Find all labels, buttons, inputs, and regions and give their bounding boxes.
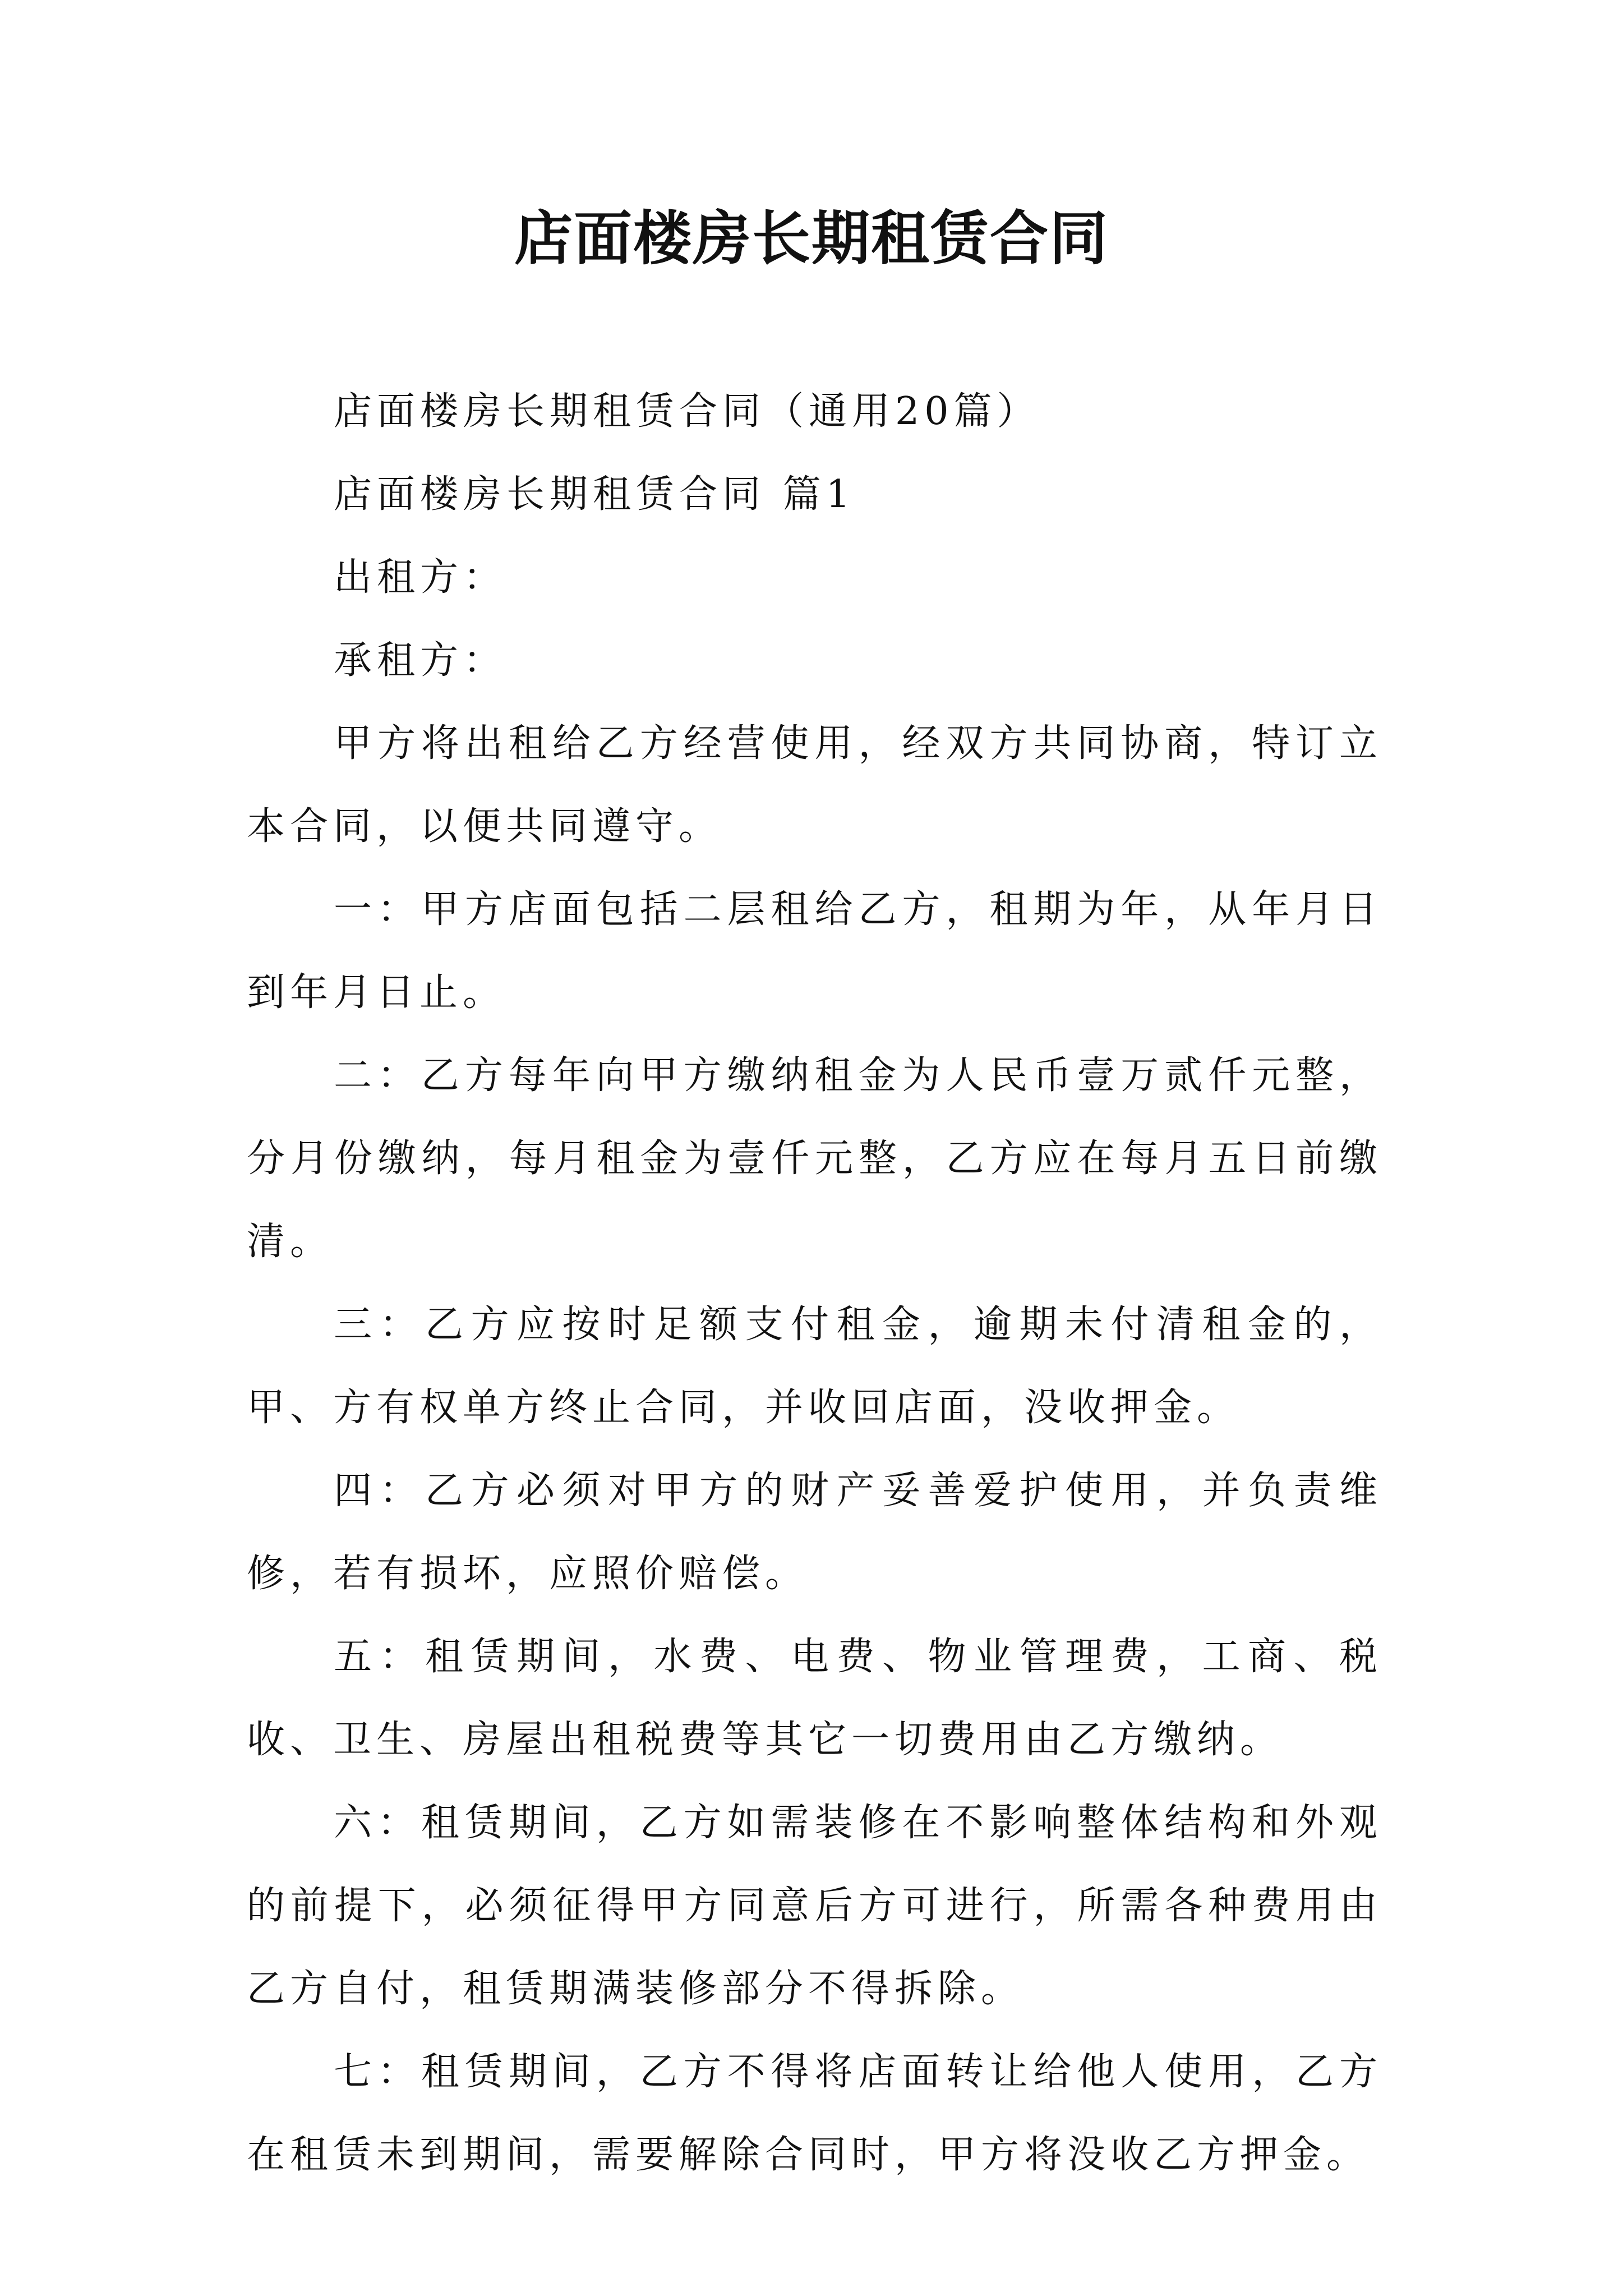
clause-7: 七：租赁期间，乙方不得将店面转让给他人使用，乙方在租赁未到期间，需要解除合同时，甲方将没收乙方押金。 [247, 2050, 1382, 2177]
clause-1: 一：甲方店面包括二层租给乙方，租期为年，从年月日到年月日止。 [247, 887, 1382, 1015]
preamble-paragraph: 甲方将出租给乙方经营使用，经双方共同协商，特订立本合同，以便共同遵守。 [247, 721, 1382, 849]
document-title: 店面楼房长期租赁合同 [514, 204, 1109, 273]
clause-2: 二：乙方每年向甲方缴纳租金为人民币壹万贰仟元整，分月份缴纳，每月租金为壹仟元整，乙方应在每月五日前缴清。 [247, 1053, 1382, 1264]
clause-4: 四：乙方必须对甲方的财产妥善爱护使用，并负责维修，若有损坏，应照价赔偿。 [247, 1469, 1382, 1596]
lessor-field: 出租方： [334, 555, 507, 600]
doc-subtitle: 店面楼房长期租赁合同（通用20篇） [334, 389, 1040, 434]
document-body [247, 370, 1382, 2197]
clause-5: 五：租赁期间，水费、电费、物业管理费，工商、税收、卫生、房屋出租税费等其它一切费用由乙方缴纳。 [247, 1635, 1382, 1762]
section-heading: 店面楼房长期租赁合同 篇1 [334, 472, 855, 517]
clause-6: 六：租赁期间，乙方如需装修在不影响整体结构和外观的前提下，必须征得甲方同意后方可进行，所需各种费用由乙方自付，租赁期满装修部分不得拆除。 [247, 1801, 1382, 2011]
clause-3: 三：乙方应按时足额支付租金，逾期未付清租金的，甲、方有权单方终止合同，并收回店面，没收押金。 [247, 1303, 1382, 1430]
lessee-field: 承租方： [334, 638, 507, 683]
